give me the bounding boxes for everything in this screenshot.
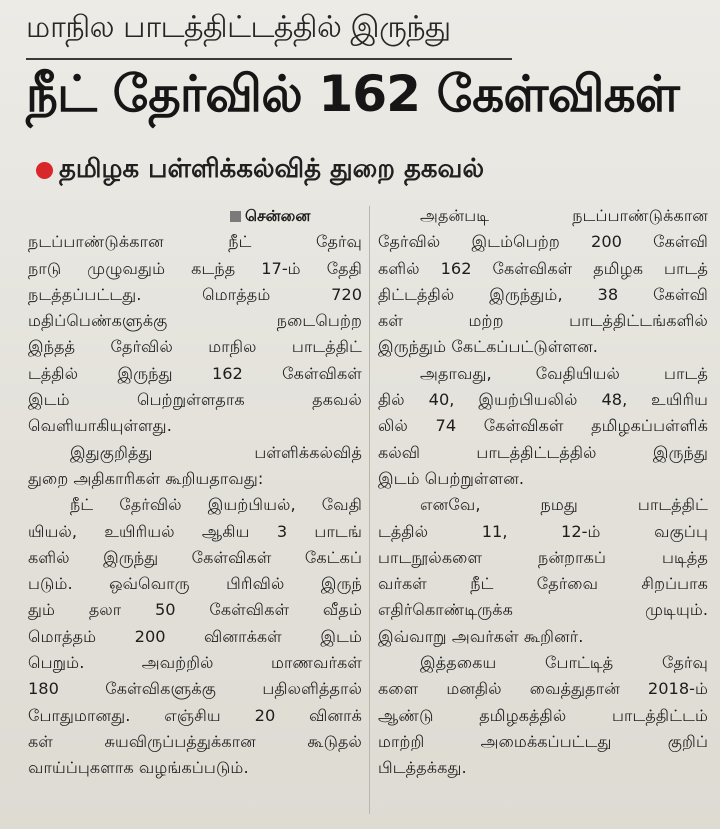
dateline-text: சென்னை: [245, 207, 311, 225]
article-line: நீட் தேர்வில் இயற்பியல், வேதி: [70, 495, 362, 515]
article-line: இந்தத் தேர்வில் மாநில பாடத்திட்: [28, 337, 362, 357]
article-line: அதன்படி நடப்பாண்டுக்கான: [420, 206, 708, 225]
article-line: களில் இருந்து கேள்விகள் கேட்கப்: [28, 547, 362, 567]
article-line: 180 கேள்விகளுக்கு பதிலளித்தால்: [28, 679, 362, 699]
article-line: துறை அதிகாரிகள் கூறியதாவது:: [28, 468, 264, 488]
article-line: மதிப்பெண்களுக்கு நடைபெற்ற: [28, 311, 362, 331]
article-line: டத்தில் 11, 12-ம் வகுப்பு: [378, 521, 708, 541]
article-line: மாற்றி அமைக்கப்பட்டது குறிப்: [378, 731, 708, 751]
article-line: யியல், உயிரியல் ஆகிய 3 பாடங்: [28, 521, 362, 541]
article-line: கள் மற்ற பாடத்திட்டங்களில்: [378, 311, 708, 331]
headline: நீட் தேர்வில் 162 கேள்விகள்: [26, 64, 680, 123]
article-line: நடப்பாண்டுக்கான நீட் தேர்வு: [28, 232, 362, 252]
column-divider: [369, 206, 370, 814]
article-line: தேர்வில் இடம்பெற்ற 200 கேள்வி: [378, 232, 708, 252]
article-line: இவ்வாறு அவர்கள் கூறினர்.: [378, 626, 584, 646]
article-line: வெளியாகியுள்ளது.: [28, 416, 172, 436]
right-column: [378, 203, 708, 782]
article-line: இதுகுறித்து பள்ளிக்கல்வித்: [70, 442, 362, 462]
article-line: தும் தலா 50 கேள்விகள் வீதம்: [28, 600, 362, 620]
article-line: லில் 74 கேள்விகள் தமிழகப்பள்ளிக்: [378, 416, 708, 436]
article-line: கள் சுயவிருப்பத்துக்கான கூடுதல்: [28, 731, 362, 751]
article-line: நாடு முழுவதும் கடந்த 17-ம் தேதி: [28, 258, 362, 278]
article-line: தில் 40, இயற்பியலில் 48, உயிரிய: [378, 390, 708, 410]
article-line: களை மனதில் வைத்துதான் 2018-ம்: [378, 679, 708, 699]
article-line: பாடநூல்களை நன்றாகப் படித்த: [378, 547, 708, 567]
article-line: எதிர்கொண்டிருக்க முடியும்.: [378, 600, 708, 620]
article-line: எனவே, நமது பாடத்திட்: [420, 495, 708, 515]
article-line: இடம் பெற்றுள்ளதாக தகவல்: [28, 390, 362, 410]
article-line: பெறும். அவற்றில் மாணவர்கள்: [28, 653, 362, 673]
article-line: கல்வி பாடத்திட்டத்தில் இருந்து: [378, 442, 708, 462]
subheading-text: தமிழக பள்ளிக்கல்வித் துறை தகவல்: [59, 154, 485, 184]
dateline: [28, 203, 362, 229]
article-line: படும். ஒவ்வொரு பிரிவில் இருந்: [28, 574, 362, 594]
article-line: மொத்தம் 200 வினாக்கள் இடம்: [28, 626, 362, 646]
article-line: வாய்ப்புகளாக வழங்கப்படும்.: [28, 758, 249, 778]
article-line: பிடத்தக்கது.: [378, 758, 467, 778]
kicker-heading: மாநில பாடத்திட்டத்தில் இருந்து: [26, 10, 451, 45]
article-line: டத்தில் இருந்து 162 கேள்விகள்: [28, 363, 362, 383]
left-column: [28, 203, 362, 782]
article-line: இத்தகைய போட்டித் தேர்வு: [420, 653, 708, 673]
article-line: ஆண்டு தமிழகத்தில் பாடத்திட்டம்: [378, 705, 708, 725]
red-bullet-icon: [36, 162, 53, 179]
article-line: நடத்தப்பட்டது. மொத்தம் 720: [28, 284, 362, 304]
kicker-underline: [26, 58, 512, 60]
article-line: போதுமானது. எஞ்சிய 20 வினாக்: [28, 705, 362, 725]
article-line: வர்கள் நீட் தேர்வை சிறப்பாக: [378, 574, 708, 594]
article-line: அதாவது, வேதியியல் பாடத்: [420, 363, 708, 383]
article-line: இடம் பெற்றுள்ளன.: [378, 468, 525, 488]
square-bullet-icon: [230, 211, 241, 222]
subheading: [36, 154, 484, 187]
article-line: இருந்தும் கேட்கப்பட்டுள்ளன.: [378, 337, 598, 357]
article-line: களில் 162 கேள்விகள் தமிழக பாடத்: [378, 258, 708, 278]
article-line: திட்டத்தில் இருந்தும், 38 கேள்வி: [378, 284, 708, 304]
